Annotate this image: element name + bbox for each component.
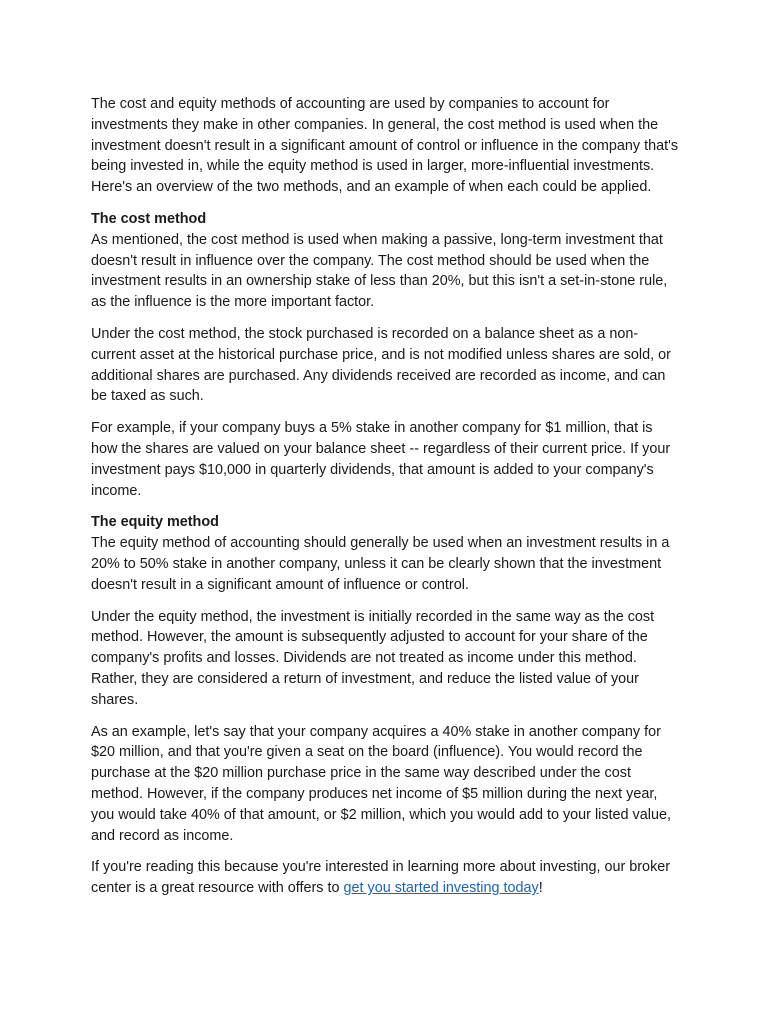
get-started-investing-link[interactable]: get you started investing today: [343, 880, 539, 897]
equity-method-paragraph-1: The equity method of accounting should generally be used when an investment results in a 20% to 50% stake in another company, unless it can be clearly shown that the investment doesn't result in a significant amount of influence or control.: [91, 535, 670, 593]
document-body: [91, 94, 681, 910]
closing-paragraph: [91, 857, 681, 899]
cost-method-paragraph-2: Under the cost method, the stock purchased is recorded on a balance sheet as a non-current asset at the historical purchase price, and is not modified unless shares are sold, or additional shares are purchased. Any dividends received are recorded as income, and can be taxed as such.: [91, 325, 671, 405]
cost-method-section: [91, 209, 681, 501]
equity-method-section: [91, 512, 681, 846]
cost-method-heading: The cost method: [91, 210, 207, 227]
closing-text: If you're reading this because you're interested in learning more about investing, our broker center is a great resource with offers to: [91, 859, 671, 897]
cost-method-paragraph-1: As mentioned, the cost method is used when making a passive, long-term investment that doesn't result in influence over the company. The cost method should be used when the investment results in an ownership stake of less than 20%, but this isn't a set-in-stone rule, as the influence is the more important factor.: [91, 231, 668, 311]
intro-paragraph: The cost and equity methods of accounting are used by companies to account for investments they make in other companies. In general, the cost method is used when the investment doesn't result in a significant amount of control or influence in the company that's being invested in, while the equity method is used in larger, more-influential investments. Here's an overview of the two methods, and an example of when each could be applied.: [91, 96, 679, 196]
equity-method-paragraph-3: As an example, let's say that your company acquires a 40% stake in another company for $20 million, and that you're given a seat on the board (influence). You would record the purchase at the $20 million purchase price in the same way described under the cost method. However, if the company produces net income of $5 million during the next year, you would take 40% of that amount, or $2 million, which you would add to your listed value, and record as income.: [91, 723, 671, 844]
equity-method-paragraph-2: Under the equity method, the investment is initially recorded in the same way as the cost method. However, the amount is subsequently adjusted to account for your share of the company's profits and losses. Dividends are not treated as income under this method. Rather, they are considered a return of investment, and reduce the listed value of your shares.: [91, 608, 655, 708]
closing-suffix: !: [538, 880, 543, 897]
cost-method-paragraph-3: For example, if your company buys a 5% stake in another company for $1 million, that is how the shares are valued on your balance sheet -- regardless of their current price. If your investment pays $10,000 in quarterly dividends, that amount is added to your company's income.: [91, 420, 671, 499]
equity-method-heading: The equity method: [91, 514, 219, 531]
